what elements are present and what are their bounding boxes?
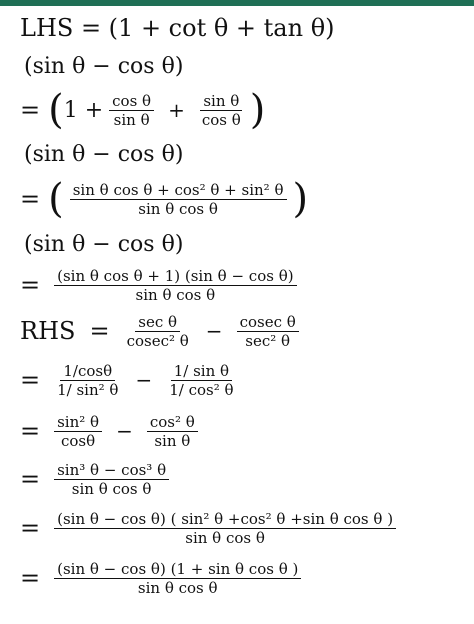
numerator: cos θ — [109, 92, 154, 111]
fraction-cos-over-sin — [109, 92, 154, 129]
numerator: sin θ cos θ + cos² θ + sin² θ — [70, 181, 287, 200]
minus-sign: − — [135, 368, 153, 392]
denominator: cosθ — [61, 431, 96, 450]
numerator: cos² θ — [147, 413, 198, 432]
right-paren: ) — [249, 87, 266, 133]
numerator: (sin θ − cos θ) ( sin² θ +cos² θ +sin θ cos θ ) — [54, 510, 396, 529]
line-factor-2 — [24, 136, 466, 172]
numerator: (sin θ cos θ + 1) (sin θ − cos θ) — [54, 267, 296, 286]
denominator: sin θ cos θ — [137, 578, 218, 597]
factor-sin-minus-cos-2: (sin θ − cos θ) — [24, 141, 184, 167]
fraction-rhs-result — [54, 560, 301, 597]
equals-sign: = — [20, 96, 41, 124]
factor-sin-minus-cos-3: (sin θ − cos θ) — [24, 231, 184, 257]
numerator: sin³ θ − cos³ θ — [54, 461, 169, 480]
line-rhs-cubes — [20, 456, 466, 502]
minus-sign: − — [205, 319, 223, 343]
denominator: cos θ — [201, 110, 241, 129]
equals-sign: = — [20, 271, 41, 299]
plus-sign: + — [168, 98, 185, 122]
lead-term: 1 + — [63, 97, 104, 123]
rhs-label: RHS — [20, 317, 76, 345]
fraction-factored — [54, 510, 396, 547]
equals-sign: = — [20, 514, 41, 542]
denominator: sec² θ — [245, 331, 291, 350]
numerator: sec θ — [135, 313, 180, 332]
numerator: sin θ — [200, 92, 242, 111]
denominator: 1/ sin² θ — [57, 380, 119, 399]
top-accent-bar — [0, 0, 474, 6]
fraction-cosec-over-sec2 — [237, 313, 299, 350]
denominator: 1/ cos² θ — [169, 380, 234, 399]
numerator: 1/ sin θ — [171, 362, 232, 381]
line-rhs-simplified — [20, 406, 466, 456]
equals-sign: = — [89, 317, 110, 345]
denominator: sin θ — [154, 431, 191, 450]
line-expand-2 — [20, 172, 466, 226]
line-expand-1 — [20, 84, 466, 136]
line-rhs-result — [20, 554, 466, 602]
line-rhs-factored — [20, 502, 466, 554]
fraction-reciprocal-1 — [54, 362, 121, 399]
left-paren: ( — [48, 176, 64, 222]
line-factor-3 — [24, 226, 466, 262]
denominator: sin θ — [113, 110, 150, 129]
numerator: cosec θ — [237, 313, 299, 332]
line-rhs — [20, 308, 466, 354]
fraction-lhs-result — [54, 267, 296, 304]
line-factor-1 — [24, 48, 466, 84]
denominator: sin θ cos θ — [71, 479, 152, 498]
fraction-sin-over-cos — [199, 92, 244, 129]
minus-sign: − — [116, 419, 133, 443]
fraction-cubes — [54, 461, 169, 498]
fraction-cos2-over-sin — [147, 413, 198, 450]
equals-sign: = — [20, 185, 41, 213]
numerator: (sin θ − cos θ) (1 + sin θ cos θ ) — [54, 560, 301, 579]
line-rhs-reciprocal — [20, 354, 466, 406]
fraction-reciprocal-2 — [166, 362, 236, 399]
factor-sin-minus-cos-1: (sin θ − cos θ) — [24, 53, 184, 79]
fraction-combined — [70, 181, 287, 218]
equals-sign: = — [20, 417, 41, 445]
line-lhs — [20, 8, 466, 48]
denominator: cosec² θ — [126, 331, 189, 350]
numerator: sin² θ — [54, 413, 102, 432]
left-paren: ( — [48, 87, 64, 133]
line-lhs-result — [20, 262, 466, 308]
right-paren: ) — [292, 176, 309, 222]
denominator: sin θ cos θ — [138, 199, 218, 218]
denominator: sin θ cos θ — [135, 285, 216, 304]
equals-sign: = — [20, 465, 41, 493]
fraction-sec-over-cosec2 — [124, 313, 192, 350]
equals-sign: = — [20, 564, 41, 592]
lhs-expression: LHS = (1 + cot θ + tan θ) — [20, 14, 335, 42]
math-solution — [20, 8, 466, 602]
numerator: 1/cosθ — [60, 362, 115, 381]
denominator: sin θ cos θ — [185, 528, 265, 547]
fraction-sin2-over-cos — [54, 413, 102, 450]
equals-sign: = — [20, 366, 41, 394]
